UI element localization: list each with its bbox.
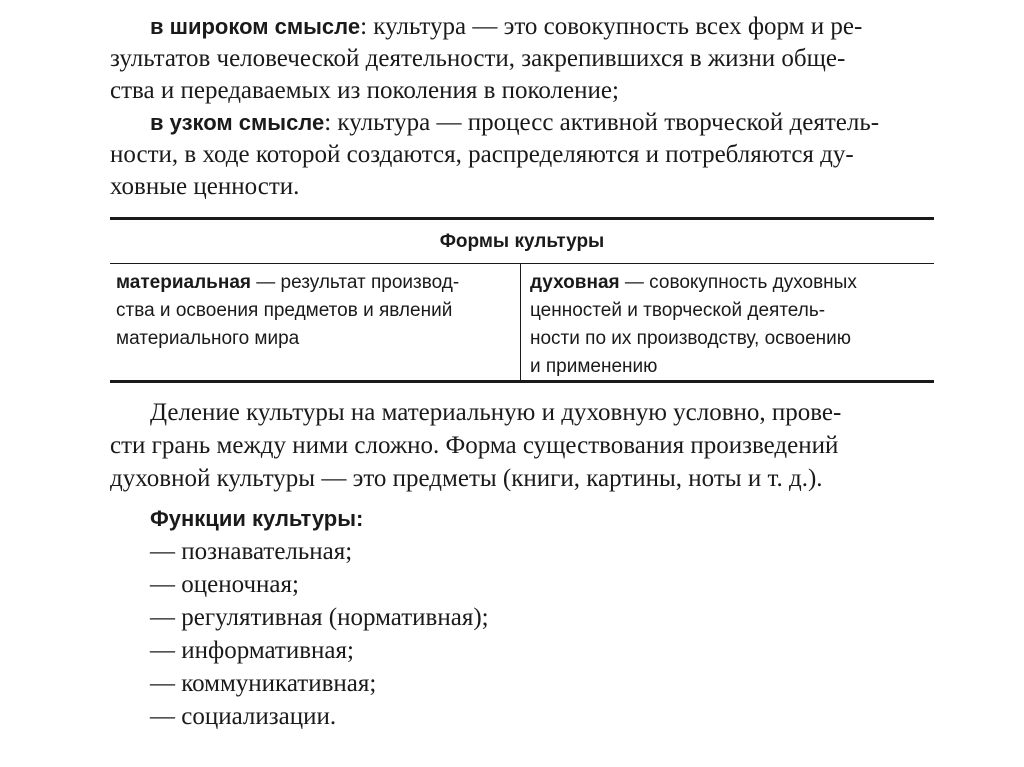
division-paragraph-line-1: Деление культуры на материальную и духовную условно, прове- xyxy=(150,399,842,426)
functions-heading: Функции культуры: xyxy=(150,506,364,531)
broad-term: в широком смысле xyxy=(150,14,361,39)
spiritual-cell-line-1: духовная — совокупность духовных xyxy=(530,272,857,293)
material-term: материальная xyxy=(116,272,251,293)
function-item: — регулятивная (нормативная); xyxy=(150,604,489,631)
broad-definition-line-2: зультатов человеческой деятельности, закрепившихся в жизни обще- xyxy=(110,45,846,72)
forms-table xyxy=(110,217,934,383)
table-column-divider xyxy=(520,264,521,383)
spiritual-cell-line-2: ценностей и творческой деятель- xyxy=(530,300,826,321)
narrow-definition-line-1: в узком смысле: культура — процесс активной творческой деятель- xyxy=(150,109,880,136)
function-item: — социализации. xyxy=(150,703,337,730)
spiritual-term: духовная xyxy=(530,272,620,293)
narrow-term: в узком смысле xyxy=(150,110,325,135)
function-item: — коммуникативная; xyxy=(150,670,377,697)
function-item: — познавательная; xyxy=(150,538,353,565)
forms-table-title: Формы культуры xyxy=(110,220,934,264)
spiritual-cell-line-3: ности по их производству, освоению xyxy=(530,328,852,349)
broad-definition-line-3: ства и передаваемых из поколения в поколение; xyxy=(110,77,619,104)
narrow-definition-line-3: ховные ценности. xyxy=(110,173,300,200)
material-cell-line-2: ства и освоения предметов и явлений xyxy=(116,300,453,321)
division-paragraph-line-3: духовной культуры — это предметы (книги, картины, ноты и т. д.). xyxy=(110,465,823,492)
material-cell-line-3: материального мира xyxy=(116,328,300,349)
narrow-definition-line-2: ности, в ходе которой создаются, распределяются и потребляются ду- xyxy=(110,141,854,168)
division-paragraph-line-2: сти грань между ними сложно. Форма существования произведений xyxy=(110,432,839,459)
function-item: — оценочная; xyxy=(150,571,299,598)
spiritual-cell-line-4: и применению xyxy=(530,356,658,377)
function-item: — информативная; xyxy=(150,637,354,664)
material-cell-line-1: материальная — результат производ- xyxy=(116,272,460,293)
broad-definition-line-1: в широком смысле: культура — это совокупность всех форм и ре- xyxy=(150,13,863,40)
